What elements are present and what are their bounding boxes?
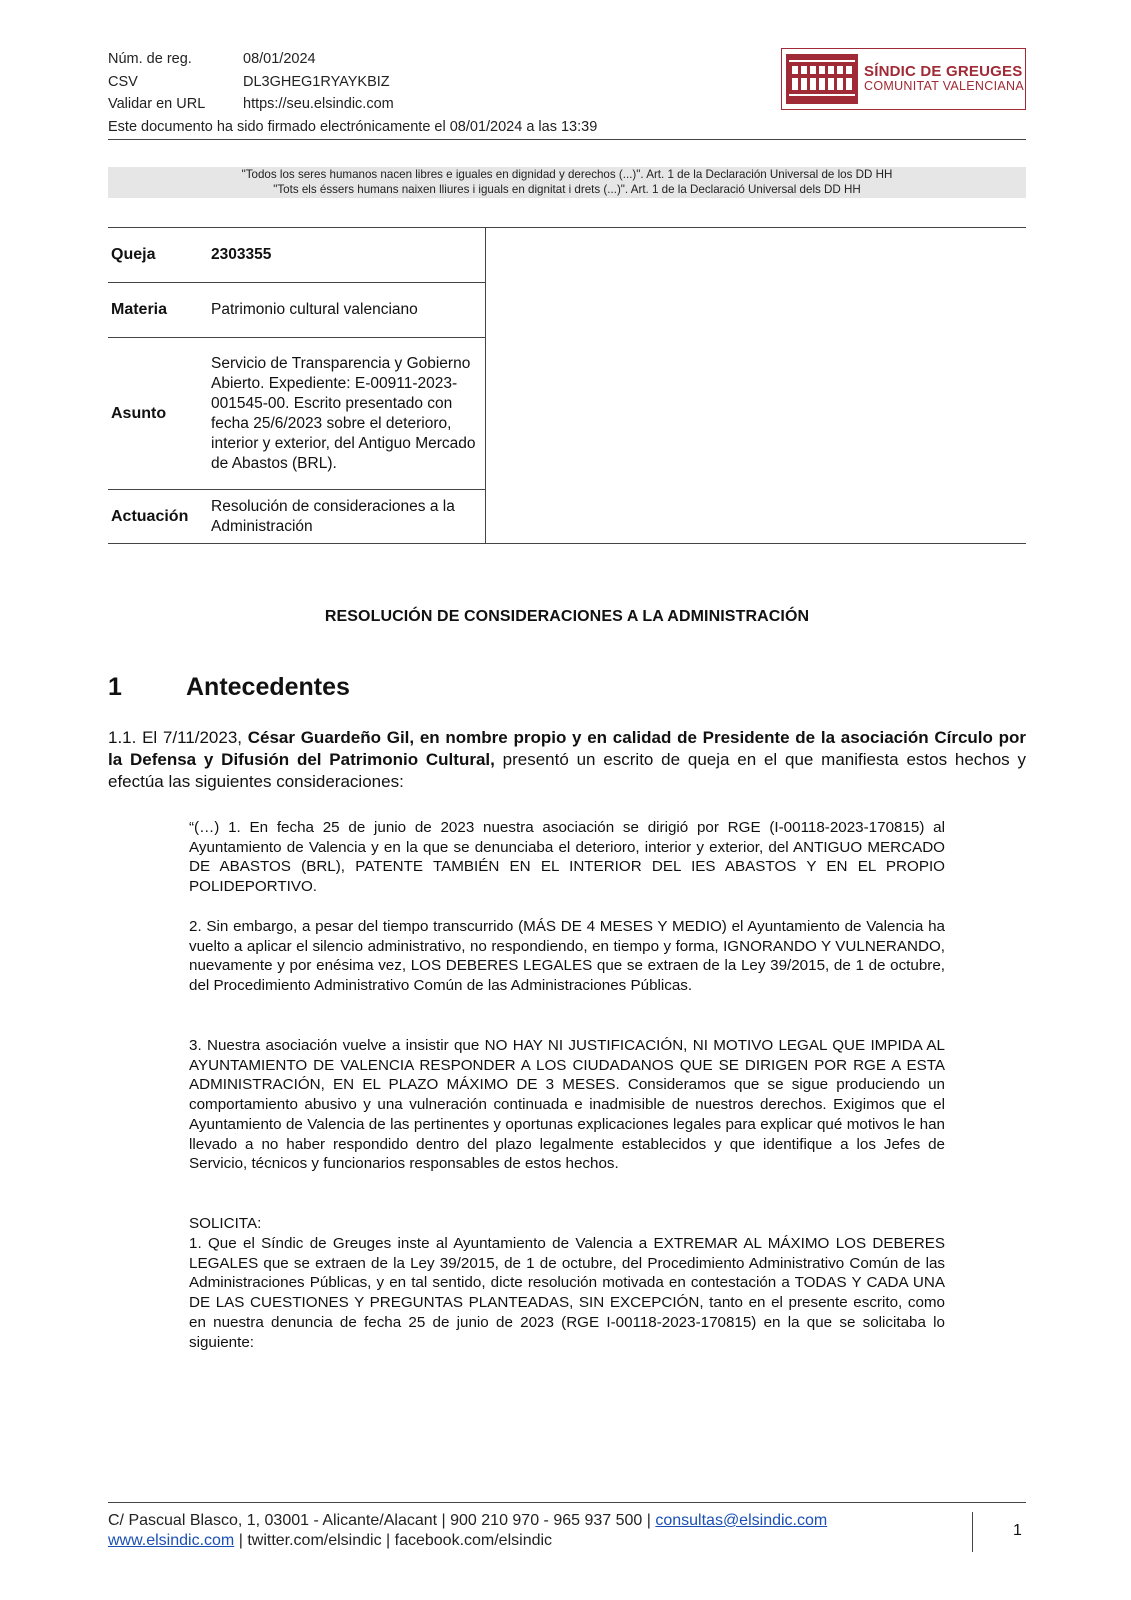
table-row-actuacion bbox=[108, 490, 485, 543]
actuacion-value: Resolución de consideraciones a la Administración bbox=[211, 497, 455, 535]
reg-number-value: 08/01/2024 bbox=[243, 51, 316, 67]
section-number: 1 bbox=[108, 673, 122, 701]
asunto-value: Servicio de Transparencia y Gobierno Abierto. Expediente: E-00911-2023-001545-00. Escrito presentado con fecha 25/6/2023 sobre el deterioro, interior y exterior, del Antiguo Mercado de Abastos (BRL). bbox=[211, 354, 476, 472]
footer-divider bbox=[108, 1502, 1026, 1503]
registry-info bbox=[108, 48, 597, 138]
human-rights-quote bbox=[108, 167, 1026, 198]
table-row-queja bbox=[108, 228, 485, 283]
quote-line-es: "Todos los seres humanos nacen libres e iguales en dignidad y derechos (...)". Art. 1 de la Declaración Universal de los DD HH bbox=[241, 168, 893, 181]
actuacion-label: Actuación bbox=[111, 507, 189, 525]
quoted-paragraph-3: 3. Nuestra asociación vuelve a insistir que NO HAY NI JUSTIFICACIÓN, NI MOTIVO LEGAL QUE IMPIDA AL AYUNTAMIENTO DE VALENCIA RESPONDER A LOS CIUDADANOS QUE SE DIRIGEN POR RGE A ESTA ADMINISTRACIÓN, EN EL PLAZO MÁXIMO DE 3 MESES. Consideramos que se sigue produciendo un comportamiento abusivo y una vulneración continuada e inadmisible de nuestros derechos. Exigimos que el Ayuntamiento de Valencia de las pertinentes y oportunas explicaciones legales para explicar qué motivos le han llevado a no haber respondido dentro del plazo legalmente establecidos y que identifique a los Jefes de Servicio, técnicos y funcionarios responsables de estos hechos. bbox=[189, 1037, 945, 1173]
validate-url-value[interactable]: https://seu.elsindic.com bbox=[243, 96, 394, 112]
materia-label: Materia bbox=[111, 301, 168, 318]
quoted-paragraph-2: 2. Sin embargo, a pesar del tiempo transcurrido (MÁS DE 4 MESES Y MEDIO) el Ayuntamiento de Valencia ha vuelto a aplicar el silencio administrativo, no respondiendo, en tiempo y forma, IGNORANDO Y VULNERANDO, nuevamente y por enésima vez, LOS DEBERES LEGALES que se extraen de la Ley 39/2015, de 1 de octubre, del Procedimiento Administrativo Común de las Administraciones Públicas. bbox=[189, 918, 945, 995]
header-divider bbox=[108, 139, 1026, 140]
intro-rest: presentó un escrito de queja en el que manifiesta estos hechos y efectúa las siguientes consideraciones: bbox=[108, 750, 1026, 791]
page-number: 1 bbox=[1013, 1522, 1022, 1539]
footer-web-link[interactable]: www.elsindic.com bbox=[108, 1532, 235, 1549]
solicita-heading: SOLICITA: bbox=[189, 1215, 262, 1232]
logo-subtitle: COMUNITAT VALENCIANA bbox=[864, 79, 1024, 93]
logo-title: SÍNDIC DE GREUGES bbox=[864, 63, 1023, 80]
table-divider bbox=[485, 228, 486, 543]
section-title: Antecedentes bbox=[186, 673, 350, 701]
intro-lead: 1.1. El 7/11/2023, bbox=[108, 728, 248, 747]
quote-line-va: "Tots els éssers humans naixen lliures i iguals en dignitat i drets (...)". Art. 1 de la Declaració Universal dels DD HH bbox=[273, 183, 861, 196]
csv-value: DL3GHEG1RYAYKBIZ bbox=[243, 73, 390, 90]
table-row-materia bbox=[108, 283, 485, 338]
queja-label: Queja bbox=[111, 246, 156, 263]
footer-separator bbox=[972, 1512, 973, 1552]
footer-email-link[interactable]: consultas@elsindic.com bbox=[655, 1512, 828, 1529]
asunto-label: Asunto bbox=[111, 404, 167, 422]
building-facade-icon bbox=[786, 54, 858, 104]
materia-value: Patrimonio cultural valenciano bbox=[211, 301, 418, 318]
footer-address: C/ Pascual Blasco, 1, 03001 - Alicante/Alacant | 900 210 970 - 965 937 500 | bbox=[108, 1512, 656, 1529]
footer-contact bbox=[108, 1511, 827, 1551]
intro-complainant: César Guardeño Gil, en nombre propio y en calidad de Presidente de la asociación Círculo por la Defensa y Difusión del Patrimonio Cultural, bbox=[108, 728, 1027, 769]
validate-url-label: Validar en URL bbox=[108, 96, 206, 112]
intro-paragraph bbox=[108, 727, 1026, 793]
complaint-record-table bbox=[108, 227, 1026, 544]
csv-label: CSV bbox=[108, 73, 138, 90]
section-heading bbox=[108, 673, 350, 702]
sindic-logo bbox=[781, 48, 1026, 110]
table-row-asunto bbox=[108, 338, 485, 490]
signature-notice: Este documento ha sido firmado electrónicamente el 08/01/2024 a las 13:39 bbox=[108, 118, 598, 135]
quoted-paragraph-1: “(…) 1. En fecha 25 de junio de 2023 nuestra asociación se dirigió por RGE (I-00118-2023-170815) al Ayuntamiento de Valencia y en la que se denunciaba el deterioro, interior y exterior, del ANTIGUO MERCADO DE ABASTOS (BRL), PATENTE TAMBIÉN EN EL INTERIOR DEL IES ABASTOS Y EN EL PROPIO POLIDEPORTIVO. bbox=[189, 819, 945, 896]
quoted-paragraph-4: 1. Que el Síndic de Greuges inste al Ayuntamiento de Valencia a EXTREMAR AL MÁXIMO LOS DEBERES LEGALES que se extraen de la Ley 39/2015, de 1 de octubre, del Procedimiento Administrativo Común de las Administraciones Públicas, y en tal sentido, dicte resolución motivada en contestación a TODAS Y CADA UNA DE LAS CUESTIONES Y PREGUNTAS PLANTEADAS, SIN EXCEPCIÓN, tanto en el presente escrito, como en nuestra denuncia de fecha 25 de junio de 2023 (RGE I-00118-2023-170815) en la que se solicitaba lo siguiente: bbox=[189, 1235, 945, 1351]
queja-value: 2303355 bbox=[211, 246, 272, 263]
resolution-title: RESOLUCIÓN DE CONSIDERACIONES A LA ADMINISTRACIÓN bbox=[324, 608, 810, 625]
footer-social: | twitter.com/elsindic | facebook.com/elsindic bbox=[234, 1532, 553, 1549]
reg-number-label: Núm. de reg. bbox=[108, 51, 192, 67]
